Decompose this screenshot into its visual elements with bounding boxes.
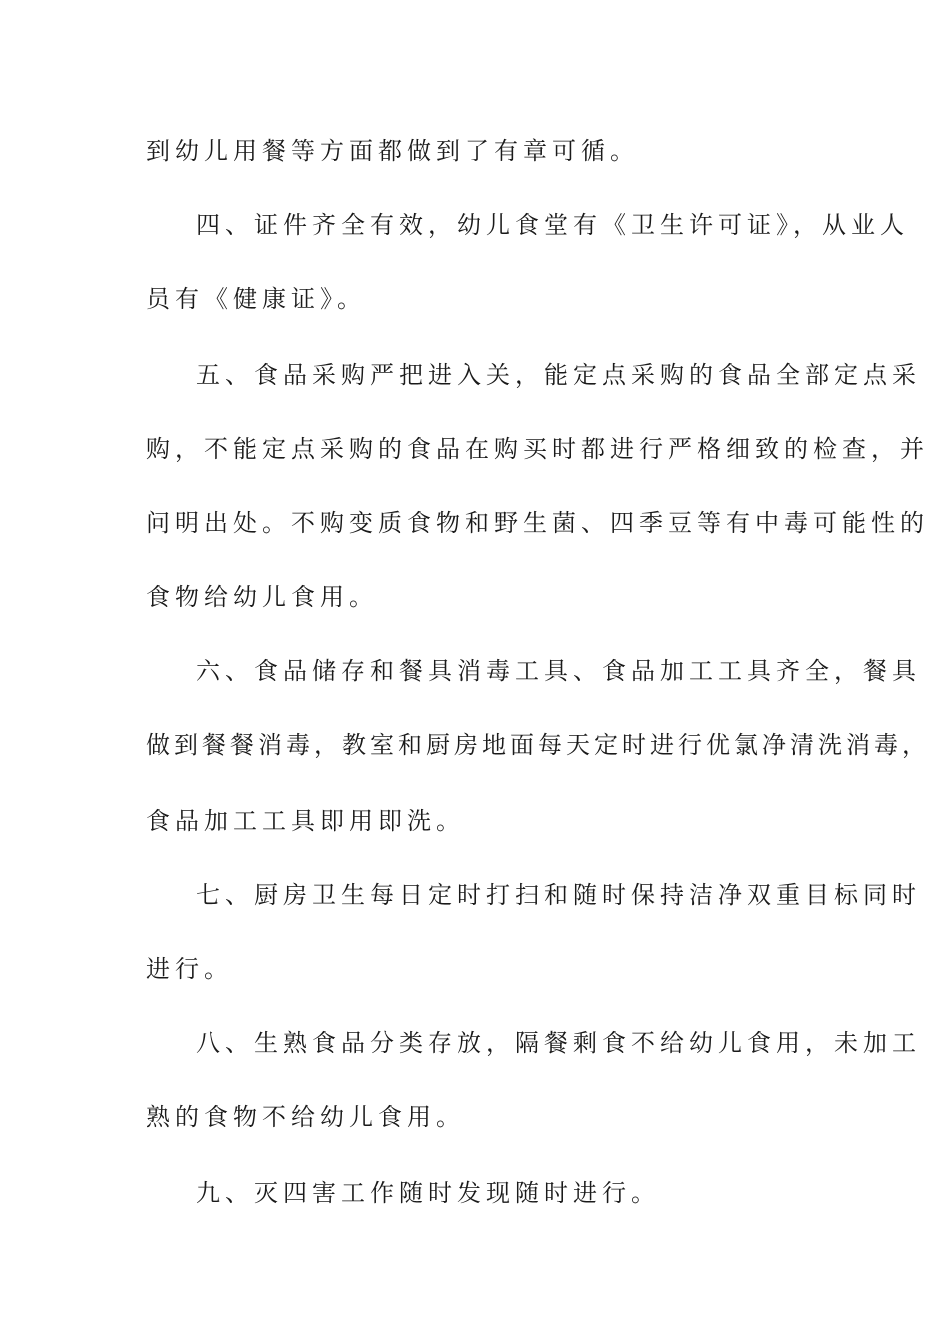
paragraph-6-line-3: 食品加工工具即用即洗。 [146,807,465,835]
paragraph-5-line-2: 购，不能定点采购的食品在购买时都进行严格细致的检查，并 [146,435,929,463]
paragraph-6-line-2: 做到餐餐消毒，教室和厨房地面每天定时进行优氯净清洗消毒， [146,731,930,759]
paragraph-4-line-1: 四、证件齐全有效，幼儿食堂有《卫生许可证》，从业人 [196,211,909,239]
paragraph-8-line-1: 八、生熟食品分类存放，隔餐剩食不给幼儿食用，未加工 [196,1029,921,1057]
paragraph-3-continuation: 到幼儿用餐等方面都做到了有章可循。 [146,137,639,165]
paragraph-8-line-2: 熟的食物不给幼儿食用。 [146,1103,465,1131]
paragraph-4-line-2: 员有《健康证》。 [146,285,366,313]
paragraph-7-line-1: 七、厨房卫生每日定时打扫和随时保持洁净双重目标同时 [196,881,921,909]
paragraph-6-line-1: 六、食品储存和餐具消毒工具、食品加工工具齐全，餐具 [196,657,921,685]
paragraph-5-line-1: 五、食品采购严把进入关，能定点采购的食品全部定点采 [196,361,921,389]
paragraph-7-line-2: 进行。 [146,955,233,983]
paragraph-5-line-4: 食物给幼儿食用。 [146,583,378,611]
paragraph-5-line-3: 问明出处。不购变质食物和野生菌、四季豆等有中毒可能性的 [146,509,929,537]
paragraph-9-line-1: 九、灭四害工作随时发现随时进行。 [196,1179,660,1207]
